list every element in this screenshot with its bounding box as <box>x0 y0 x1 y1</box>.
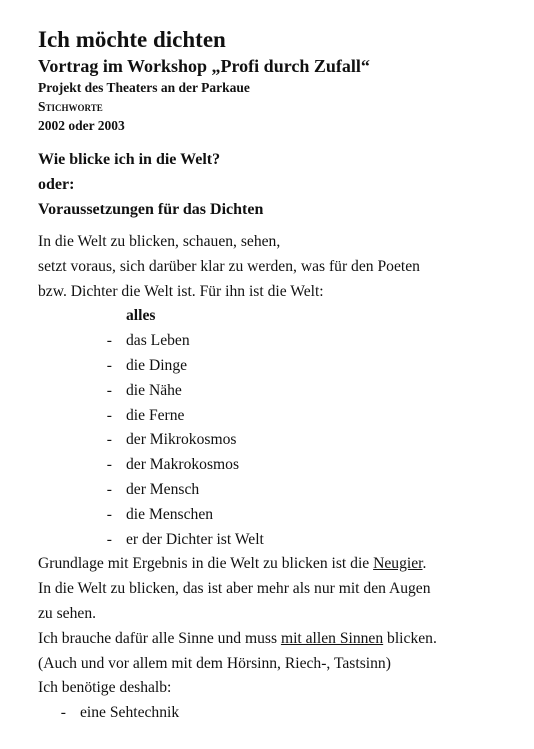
list-item-text: die Dinge <box>126 356 188 374</box>
list-item-text: das Leben <box>126 332 190 350</box>
list-item <box>38 354 496 379</box>
question-line: oder: <box>38 176 75 193</box>
text-line: Ich benötige deshalb: <box>38 679 172 697</box>
text-line: zu sehen. <box>38 604 97 622</box>
body-text <box>38 230 496 726</box>
list-item-text: die Nähe <box>126 381 182 399</box>
list-item <box>38 503 496 528</box>
list-item <box>38 428 496 453</box>
list-item-text: der Mensch <box>126 480 200 498</box>
list-dash: - <box>106 356 112 374</box>
senses-line: Ich brauche dafür alle Sinne und muss mit allen Sinnen blicken. <box>38 629 437 647</box>
list-item <box>38 478 496 503</box>
list-item <box>38 453 496 478</box>
intro-line: bzw. Dichter die Welt ist. Für ihn ist die Welt: <box>38 282 324 300</box>
list-dash: - <box>106 381 112 399</box>
document-subtitle: Vortrag im Workshop „Profi durch Zufall“ <box>38 56 370 76</box>
list-item-text: die Ferne <box>126 406 185 424</box>
list-dash: - <box>60 704 66 722</box>
list-dash: - <box>106 505 112 523</box>
text-line: (Auch und vor allem mit dem Hörsinn, Riech-, Tastsinn) <box>38 654 391 672</box>
list-item <box>38 404 496 429</box>
list-item-text: eine Sehtechnik <box>80 704 180 722</box>
year-line: 2002 oder 2003 <box>38 118 125 133</box>
list-item <box>38 701 496 726</box>
project-line: Projekt des Theaters an der Parkaue <box>38 80 250 95</box>
intro-line: In die Welt zu blicken, schauen, sehen, <box>38 233 281 250</box>
list-item-text: der Makrokosmos <box>126 456 240 474</box>
list-dash: - <box>106 480 112 498</box>
question-line: Wie blicke ich in die Welt? <box>38 151 221 168</box>
list-dash: - <box>106 431 112 449</box>
list-dash: - <box>106 456 112 474</box>
question-line: Voraussetzungen für das Dichten <box>38 201 264 218</box>
list-item <box>38 528 496 553</box>
list-dash: - <box>106 530 112 548</box>
list-dash: - <box>106 332 112 350</box>
neugier-line: Grundlage mit Ergebnis in die Welt zu blicken ist die Neugier. <box>38 555 427 573</box>
alles-heading: alles <box>126 307 156 325</box>
list-item <box>38 329 496 354</box>
list-item <box>38 379 496 404</box>
neugier-word: Neugier <box>373 555 423 573</box>
list-dash: - <box>106 406 112 424</box>
list-item-text: die Menschen <box>126 505 214 523</box>
list-item-text: er der Dichter ist Welt <box>126 530 264 548</box>
list-item-text: der Mikrokosmos <box>126 431 237 449</box>
senses-phrase: mit allen Sinnen <box>280 629 384 647</box>
text-line: In die Welt zu blicken, das ist aber mehr als nur mit den Augen <box>38 580 431 598</box>
keywords-label: Stichworte <box>38 99 103 114</box>
document-title: Ich möchte dichten <box>38 27 226 52</box>
question-block <box>38 147 496 222</box>
intro-line: setzt voraus, sich darüber klar zu werden, was für den Poeten <box>38 257 420 275</box>
